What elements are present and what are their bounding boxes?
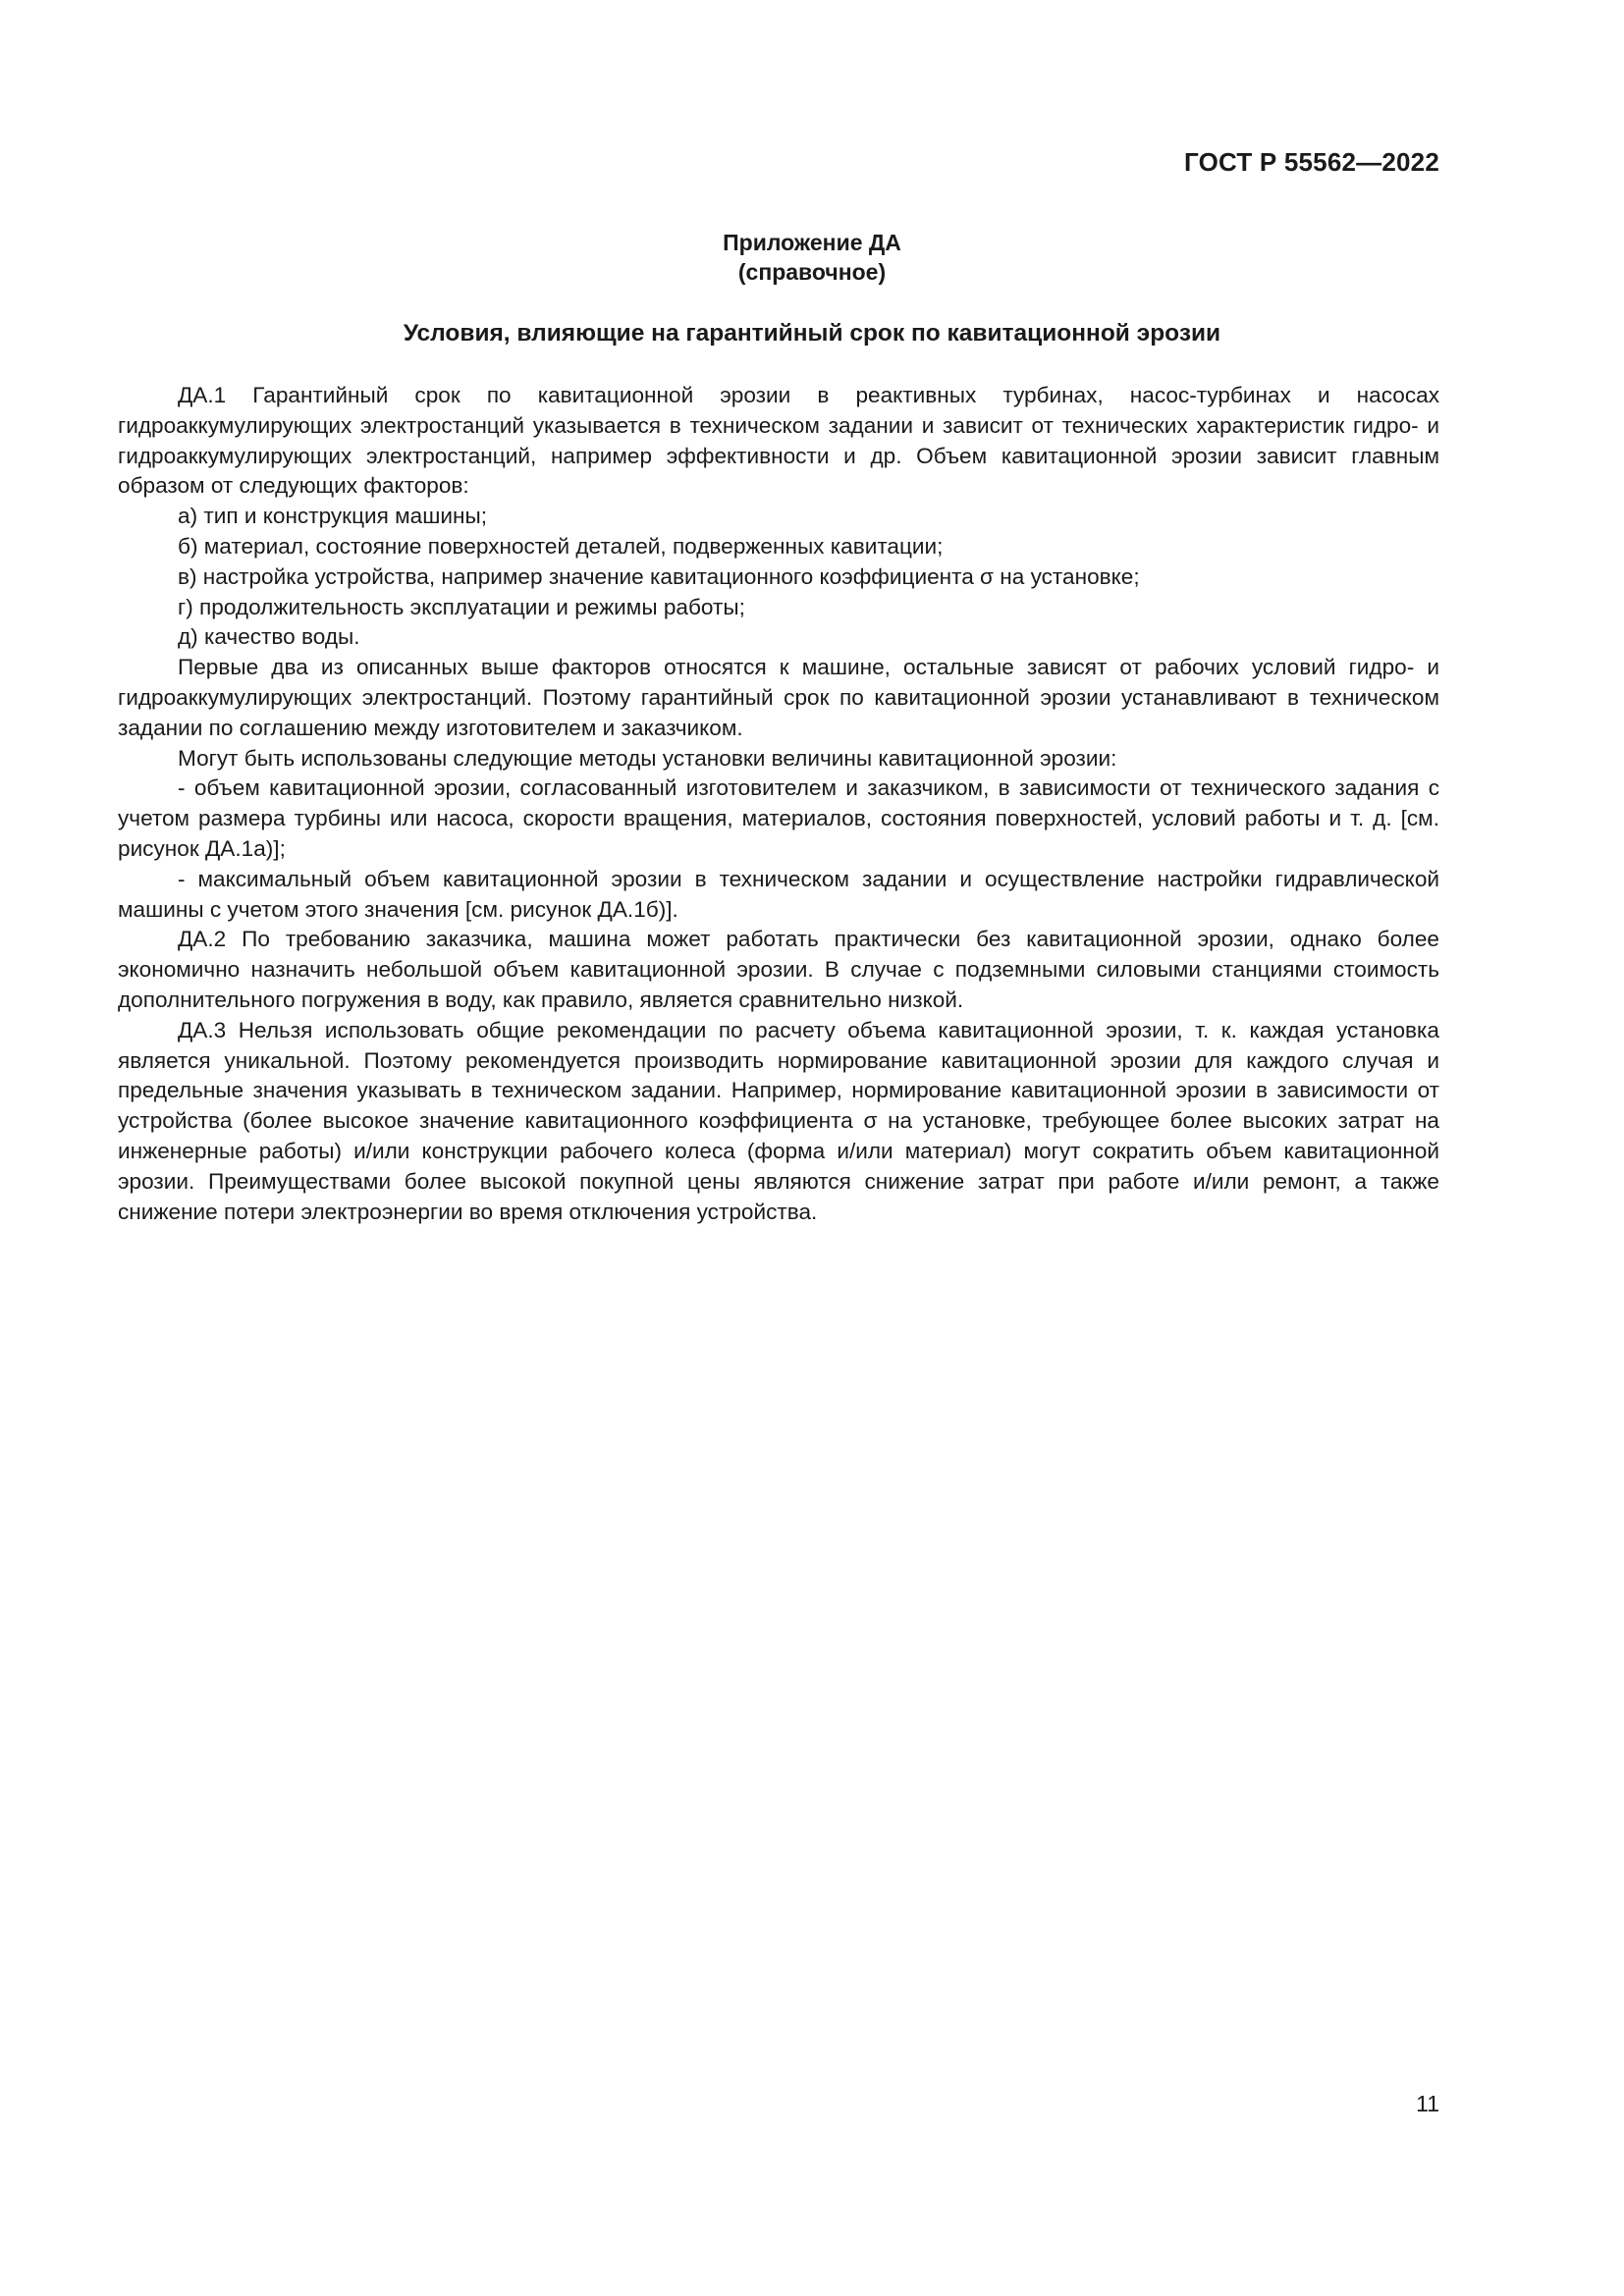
factor-item-d: г) продолжительность эксплуатации и режимы работы; (178, 594, 745, 619)
appendix-subtitle: (справочное) (737, 259, 887, 285)
factor-item-b: б) материал, состояние поверхностей деталей, подверженных кавитации; (178, 533, 944, 559)
appendix-heading (0, 228, 1624, 287)
factor-item-e: д) качество воды. (178, 624, 360, 650)
paragraph-da1: ДА.1 Гарантийный срок по кавитационной эрозии в реактивных турбинах, насос-турбинах и насосах гидроаккумулирующих электростанций указывается в техническом задании и зависит от технических характеристик гидро- и гидроаккумулирующих электростанций, например эффективности и др. Объем кавитационной эрозии зависит главным образом от следующих факторов: (118, 383, 1439, 499)
section-title: Условия, влияющие на гарантийный срок по кавитационной эрозии (403, 320, 1221, 347)
method-item-2: - максимальный объем кавитационной эрозии в техническом задании и осуществление настройки гидравлической машины с учетом этого значения [см. рисунок ДА.1б)]. (118, 866, 1439, 922)
page-number: 11 (1416, 2091, 1439, 2116)
document-body (118, 381, 1439, 1227)
document-code: ГОСТ Р 55562—2022 (1184, 147, 1439, 177)
paragraph-methods-intro: Могут быть использованы следующие методы установки величины кавитационной эрозии: (178, 745, 1117, 771)
factor-item-a: а) тип и конструкция машины; (178, 504, 487, 529)
factor-item-c: в) настройка устройства, например значение кавитационного коэффициента σ на установке; (178, 563, 1140, 589)
paragraph-da3: ДА.3 Нельзя использовать общие рекомендации по расчету объема кавитационной эрозии, т. к. каждая установка является уникальной. Поэтому рекомендуется производить нормирование кавитационной эрозии для каждого случая и предельные значения указывать в техническом задании. Например, нормирование кавитационной эрозии в зависимости от устройства (более высокое значение кавитационного коэффициента σ на установке, требующее более высоких затрат на инженерные работы) и/или конструкции рабочего колеса (форма и/или материал) могут сократить объем кавитационной эрозии. Преимуществами более высокой покупной цены являются снижение затрат при работе и/или ремонт, а также снижение потери электроэнергии во время отключения устройства. (118, 1017, 1439, 1224)
method-item-1: - объем кавитационной эрозии, согласованный изготовителем и заказчиком, в зависимости от технического задания с учетом размера турбины или насоса, скорости вращения, материалов, состояния поверхностей, условий работы и т. д. [см. рисунок ДА.1а)]; (118, 775, 1439, 861)
paragraph-da2: ДА.2 По требованию заказчика, машина может работать практически без кавитационной эрозии, однако более экономично назначить небольшой объем кавитационной эрозии. В случае с подземными силовыми станциями стоимость дополнительного погружения в воду, как правило, является сравнительно низкой. (118, 927, 1439, 1012)
appendix-title: Приложение ДА (723, 230, 901, 255)
paragraph-factors-summary: Первые два из описанных выше факторов относятся к машине, остальные зависят от рабочих условий гидро- и гидроаккумулирующих электростанций. Поэтому гарантийный срок по кавитационной эрозии устанавливают в техническом задании по соглашению между изготовителем и заказчиком. (118, 655, 1439, 740)
